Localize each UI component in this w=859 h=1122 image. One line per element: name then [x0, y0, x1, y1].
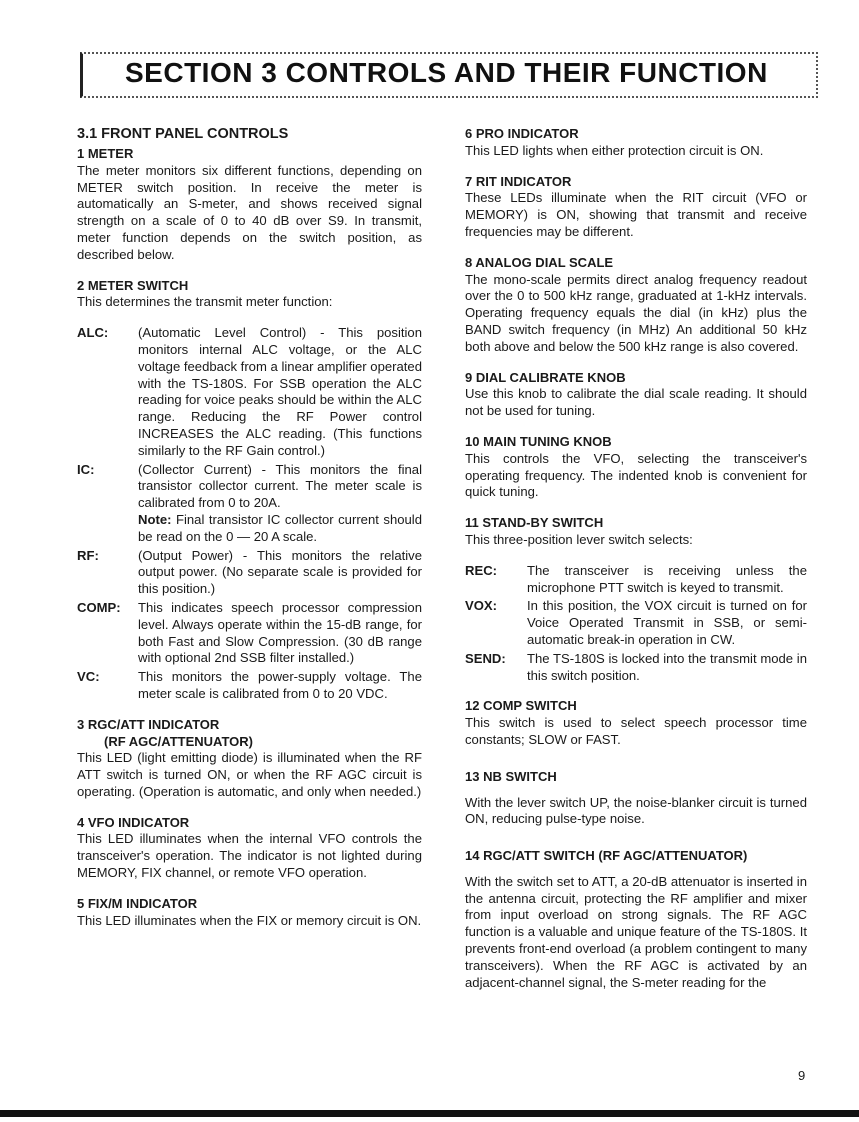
term-definition: This indicates speech processor compression level. Always operate within the 15-dB range, for both Fast and Slow Compression. (30 dB range with optional 2nd SSB filter installed.) — [138, 599, 422, 666]
main-tuning-title: 10 MAIN TUNING KNOB — [465, 433, 612, 449]
standby-item-send — [465, 651, 807, 685]
dial-cal-title: 9 DIAL CALIBRATE KNOB — [465, 369, 626, 385]
fixm-indicator-title: 5 FIX/M INDICATOR — [77, 895, 198, 911]
term-label: COMP: — [77, 599, 121, 615]
pro-indicator-title: 6 PRO INDICATOR — [465, 126, 579, 141]
rgc-indicator-title: 3 RGC/ATT INDICATOR — [77, 716, 220, 732]
section-header — [80, 52, 818, 98]
fixm-indicator-text: This LED illuminates when the FIX or memory circuit is ON. — [77, 912, 422, 928]
rgc-indicator-text: This LED (light emitting diode) is illuminated when the RF ATT switch is turned ON, or when the RF AGC circuit is operating. (Operation is automatic, and only when needed.) — [77, 750, 422, 799]
meter-item-rf — [77, 548, 422, 598]
rgc-indicator-subtitle: (RF AGC/ATTENUATOR) — [104, 733, 253, 749]
term-label: REC: — [465, 562, 498, 578]
meter-item-ic — [77, 462, 422, 546]
meter-switch-title: 2 METER SWITCH — [77, 277, 189, 293]
term-definition-block — [138, 462, 422, 546]
vfo-indicator-title: 4 VFO INDICATOR — [77, 814, 190, 830]
rit-indicator-text: These LEDs illuminate when the RIT circuit (VFO or MEMORY) is ON, showing that transmit and receive frequencies may be different. — [465, 190, 807, 239]
nb-switch-text: With the lever switch UP, the noise-blanker circuit is turned ON, reducing pulse-type noise. — [465, 794, 807, 827]
dial-scale-text: The mono-scale permits direct analog frequency readout over the 0 to 500 kHz range, graduated at 1-kHz intervals. Operating frequency equals the dial (in kHz) plus the BAND switch frequency (in MHz) An additional 50 kHz both above and below the 500 kHz range is also covered. — [465, 271, 807, 354]
rgc-switch-text: With the switch set to ATT, a 20-dB attenuator is inserted in the antenna circuit, protecting the RF amplifier and mixer from input overload on strong signals. The RF AGC function is a valuable and unique feature of the TS-180S. It prevents front-end overload (a problem contingent to many transceivers). When the RF AGC is activated by an adjacent-channel signal, the S-meter reading for the — [465, 873, 807, 990]
left-column — [77, 126, 422, 929]
term-label: ALC: — [77, 325, 109, 341]
standby-title: 11 STAND-BY SWITCH — [465, 515, 604, 531]
main-tuning-text: This controls the VFO, selecting the transceiver's operating frequency. The indented knob is convenient for quick tuning. — [465, 450, 807, 500]
page-number: 9 — [798, 1068, 806, 1083]
term-label: SEND: — [465, 650, 506, 666]
note-label: Note: — [138, 511, 172, 527]
term-definition: In this position, the VOX circuit is turned on for Voice Operated Transmit in SSB, or semi-automatic break-in operation in CW. — [527, 598, 807, 647]
pro-indicator-text: This LED lights when either protection circuit is ON. — [465, 142, 764, 158]
term-definition: The TS-180S is locked into the transmit mode in this switch position. — [527, 650, 807, 683]
term-label: VOX: — [465, 598, 498, 614]
note-text: Final transistor IC collector current should be read on the 0 — 20 A scale. — [138, 511, 422, 544]
term-definition: (Automatic Level Control) - This position monitors internal ALC voltage, or the ALC voltage feedback from a linear amplifier operated with the TS-180S. For SSB operation the ALC reading for voice peaks should be within the ALC range. Reducing the RF Power control INCREASES the ALC reading. (This functions similarly to the RF Gain control.) — [138, 325, 422, 458]
meter-item-alc — [77, 325, 422, 459]
standby-text: This three-position lever switch selects: — [465, 531, 693, 547]
right-column — [465, 126, 807, 991]
term-definition: (Collector Current) - This monitors the final transistor collector current. The meter scale is calibrated from 0 to 20A. — [138, 461, 422, 511]
dial-scale-title: 8 ANALOG DIAL SCALE — [465, 254, 614, 270]
term-definition: The transceiver is receiving unless the microphone PTT switch is keyed to transmit. — [527, 562, 807, 595]
rgc-switch-title: 14 RGC/ATT SWITCH (RF AGC/ATTENUATOR) — [465, 848, 748, 864]
meter-text: The meter monitors six different functions, depending on METER switch position. In receive the meter is automatically an S-meter, and shows received signal strength on a scale of 0 to 40 dB over S9. In transmit, meter function depends on the switch position, as described below. — [77, 162, 422, 262]
rit-indicator-title: 7 RIT INDICATOR — [465, 173, 572, 189]
standby-item-rec — [465, 563, 807, 597]
meter-switch-text: This determines the transmit meter function: — [77, 294, 333, 310]
front-panel-heading: 3.1 FRONT PANEL CONTROLS — [77, 126, 289, 142]
comp-switch-text: This switch is used to select speech processor time constants; SLOW or FAST. — [465, 715, 807, 747]
dial-cal-text: Use this knob to calibrate the dial scale reading. It should not be used for tuning. — [465, 386, 807, 419]
vfo-indicator-text: This LED illuminates when the internal VFO controls the transceiver's operation. The indicator is not lighted during MEMORY, FIX channel, or remote VFO operation. — [77, 831, 422, 881]
term-label: RF: — [77, 547, 99, 563]
bottom-rule — [0, 1110, 859, 1117]
term-label: IC: — [77, 461, 95, 477]
term-label: VC: — [77, 669, 100, 685]
term-definition: (Output Power) - This monitors the relative output power. (No separate scale is provided for this position.) — [138, 547, 422, 597]
standby-item-vox — [465, 598, 807, 648]
nb-switch-title: 13 NB SWITCH — [465, 768, 557, 784]
meter-item-comp — [77, 600, 422, 667]
comp-switch-title: 12 COMP SWITCH — [465, 698, 577, 714]
term-definition: This monitors the power-supply voltage. The meter scale is calibrated from 0 to 20 VDC. — [138, 669, 422, 701]
section-title: SECTION 3 CONTROLS AND THEIR FUNCTION — [125, 57, 768, 88]
meter-title: 1 METER — [77, 146, 134, 161]
meter-item-vc — [77, 669, 422, 703]
